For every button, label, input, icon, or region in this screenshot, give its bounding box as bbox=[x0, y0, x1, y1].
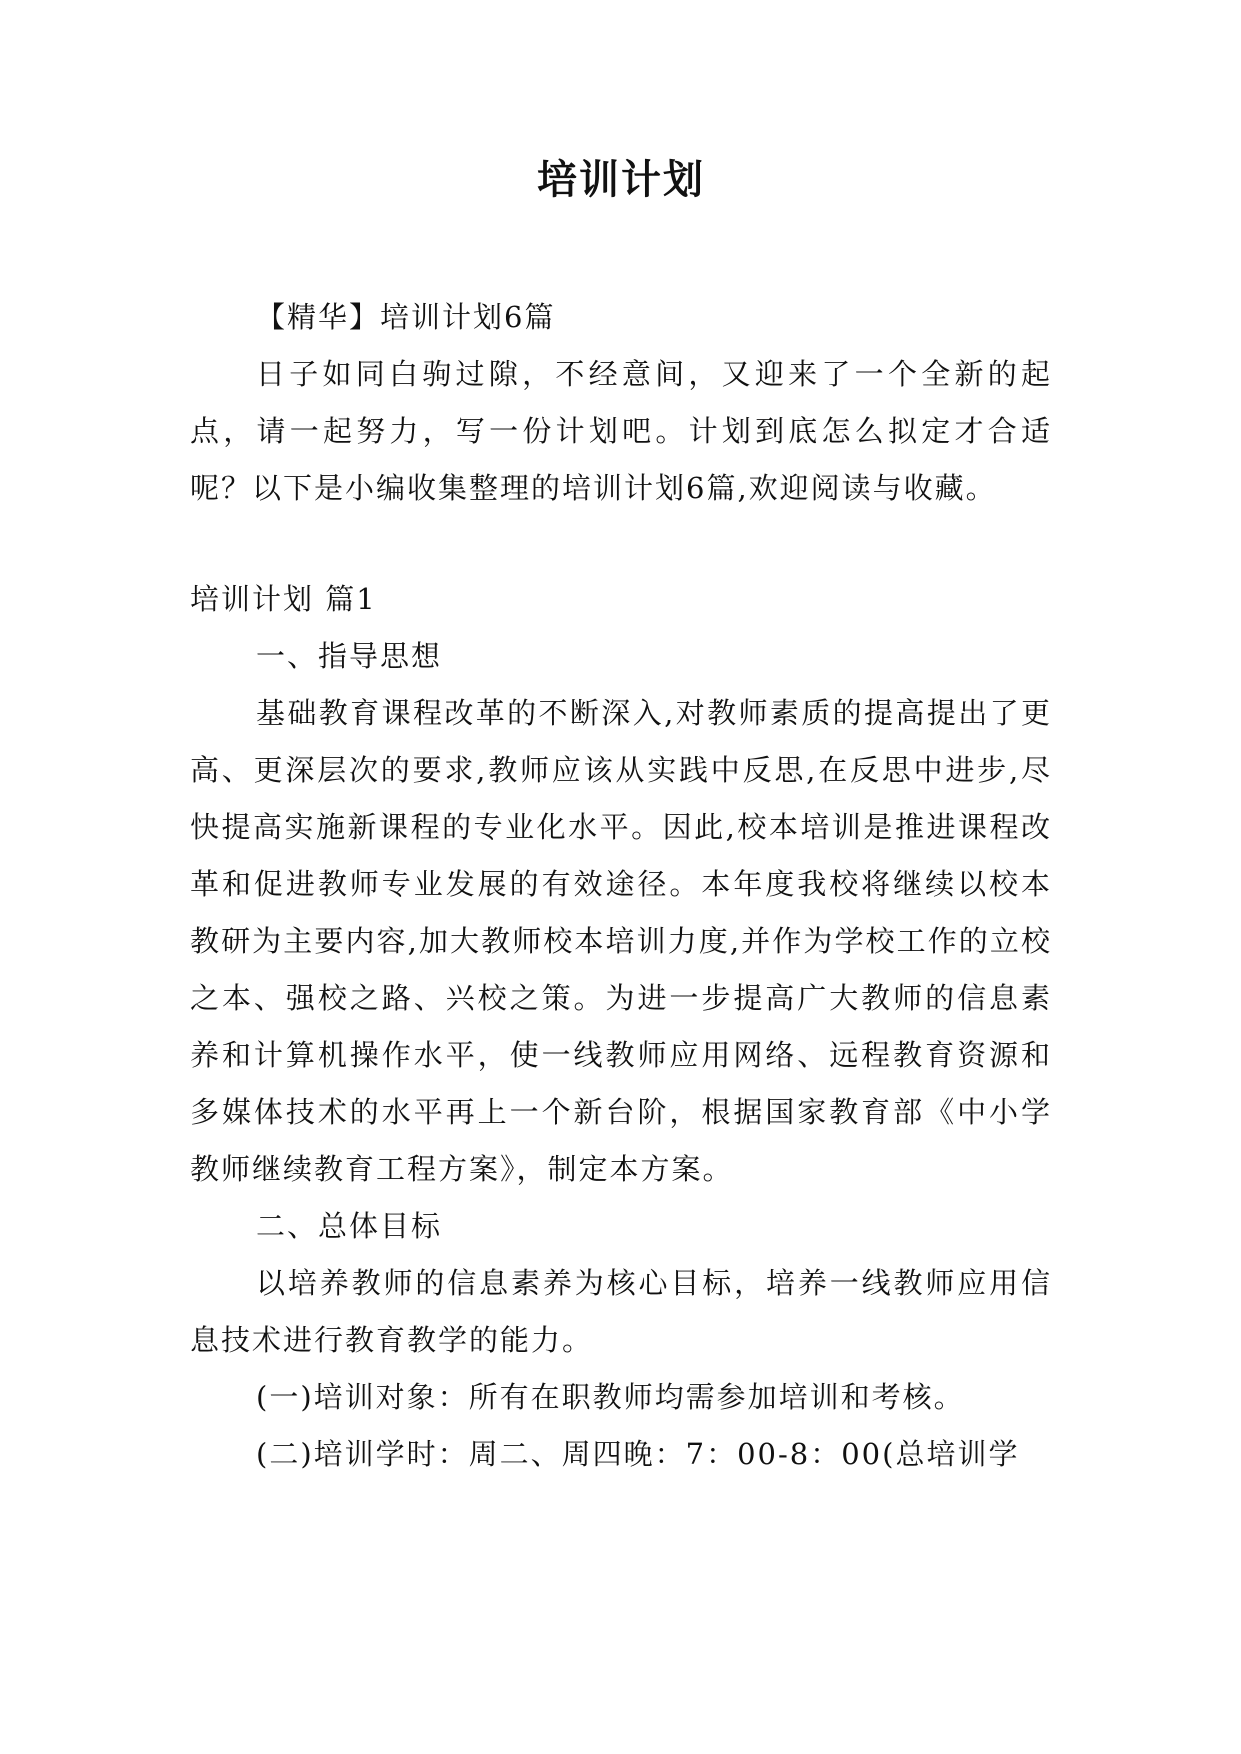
subsection-heading-overall-goal: 二、总体目标 bbox=[256, 1209, 443, 1243]
document-body bbox=[190, 289, 1052, 1483]
guiding-ideology-paragraph: 基础教育课程改革的不断深入,对教师素质的提高提出了更高、更深层次的要求,教师应该从实践中反思,在反思中进步,尽快提高实施新课程的专业化水平。因此,校本培训是推进课程改革和促进教师专业发展的有效途径。本年度我校将继续以校本教研为主要内容,加大教师校本培训力度,并作为学校工作的立校之本、强校之路、兴校之策。为进一步提高广大教师的信息素养和计算机操作水平，使一线教师应用网络、远程教育资源和多媒体技术的水平再上一个新台阶，根据国家教育部《中小学教师继续教育工程方案》，制定本方案。 bbox=[190, 696, 1052, 1186]
document-title: 培训计划 bbox=[537, 156, 705, 203]
intro-heading: 【精华】培训计划6篇 bbox=[256, 300, 556, 334]
paragraph-gap bbox=[190, 517, 1052, 571]
subsection-heading-guiding-ideology: 一、指导思想 bbox=[256, 639, 443, 673]
intro-paragraph: 日子如同白驹过隙，不经意间，又迎来了一个全新的起点，请一起努力，写一份计划吧。计划到底怎么拟定才合适呢？以下是小编收集整理的培训计划6篇,欢迎阅读与收藏。 bbox=[190, 357, 1052, 505]
training-hours-paragraph: (二)培训学时：周二、周四晚：7：00-8：00(总培训学 bbox=[256, 1437, 1020, 1471]
training-target-paragraph: (一)培训对象：所有在职教师均需参加培训和考核。 bbox=[256, 1380, 965, 1414]
overall-goal-paragraph: 以培养教师的信息素养为核心目标，培养一线教师应用信息技术进行教育教学的能力。 bbox=[190, 1266, 1052, 1357]
section-heading: 培训计划 篇1 bbox=[190, 582, 377, 616]
